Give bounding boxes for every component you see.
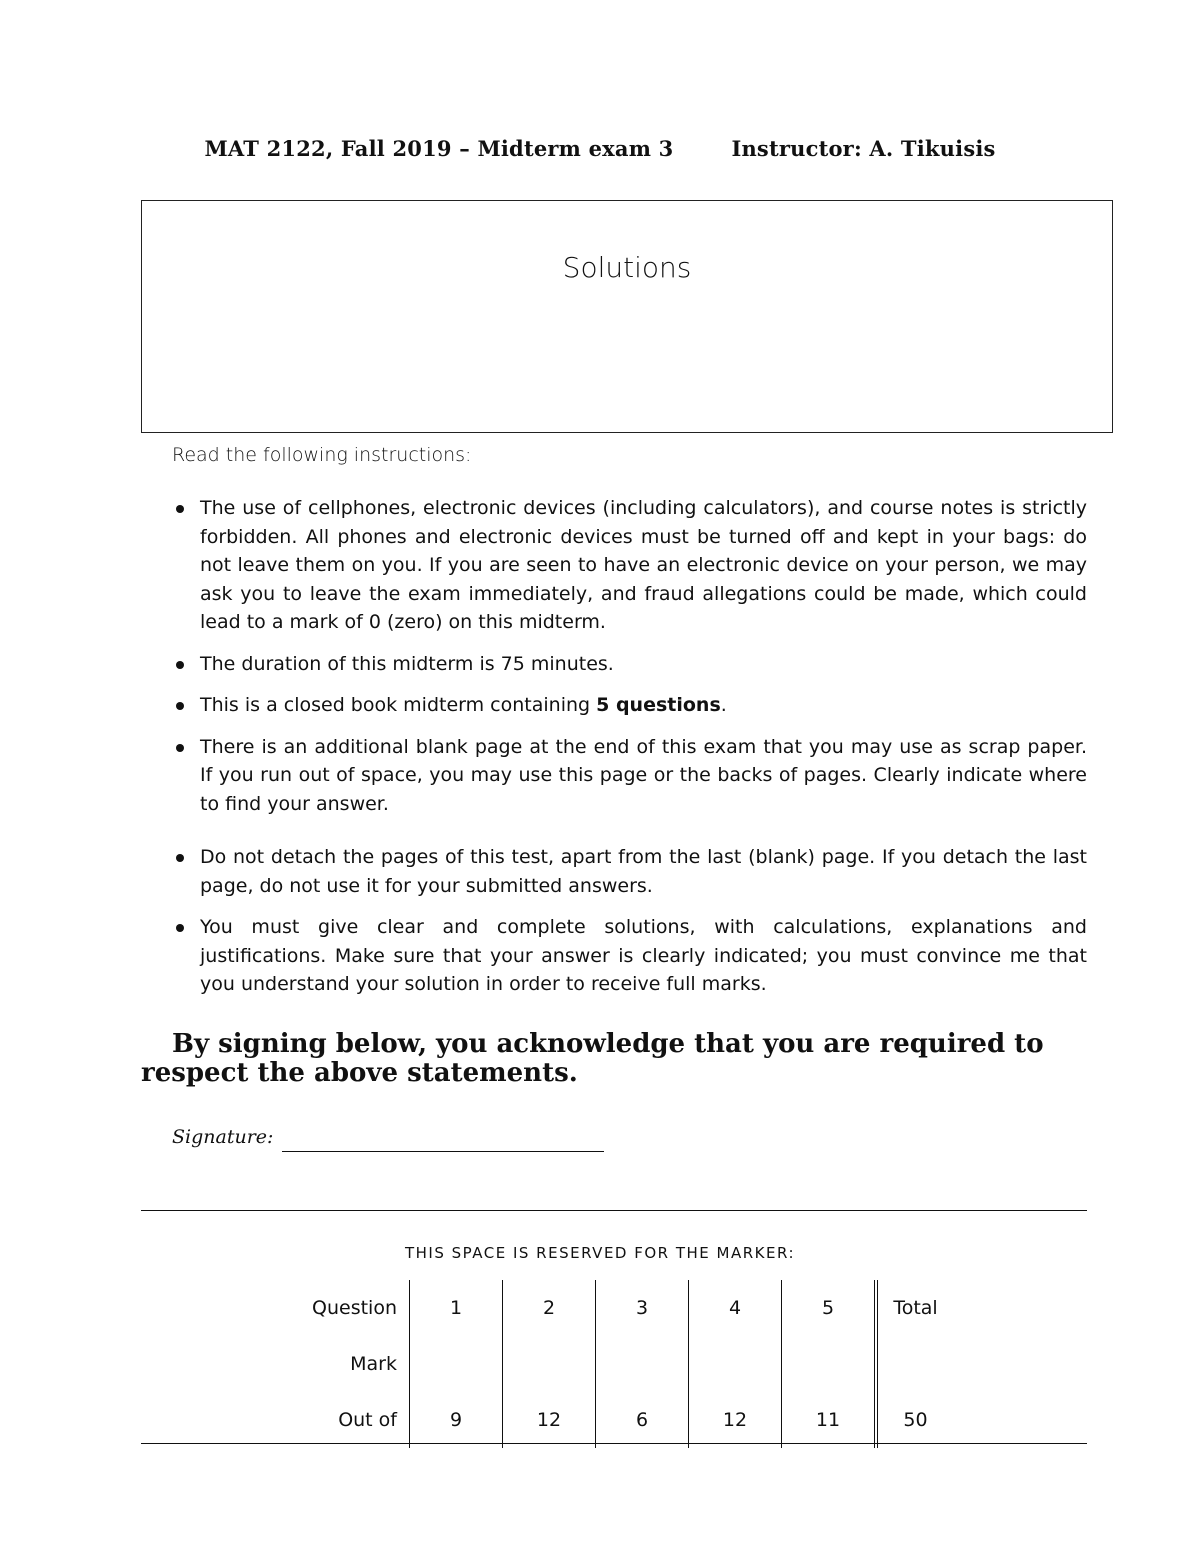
table-row (282, 1392, 953, 1448)
question-count: 5 questions (596, 694, 721, 716)
question-number: 2 (503, 1280, 596, 1336)
bullet-icon (176, 661, 184, 669)
mark-cell[interactable] (782, 1336, 877, 1392)
mark-cell[interactable] (503, 1336, 596, 1392)
instructions-list (172, 494, 1087, 1012)
bullet-icon (176, 924, 184, 932)
divider-bottom (141, 1443, 1087, 1444)
mark-cell[interactable] (596, 1336, 689, 1392)
bullet-icon (176, 854, 184, 862)
out-of-value: 9 (410, 1392, 503, 1448)
list-item (172, 913, 1087, 999)
table-row (282, 1336, 953, 1392)
instructor-name: Instructor: A. Tikuisis (731, 136, 996, 161)
question-number: 1 (410, 1280, 503, 1336)
signature-line[interactable] (282, 1151, 604, 1152)
marker-heading: THIS SPACE IS RESERVED FOR THE MARKER: (404, 1244, 796, 1262)
list-item (172, 733, 1087, 819)
question-number: 3 (596, 1280, 689, 1336)
table-row (282, 1280, 953, 1336)
page-title: Solutions (562, 251, 692, 284)
bullet-icon (176, 505, 184, 513)
total-out-of: 50 (876, 1392, 953, 1448)
marks-table (282, 1280, 953, 1448)
signature-label: Signature: (172, 1126, 274, 1148)
instruction-text: Do not detach the pages of this test, apart from the last (blank) page. If you detach the last page, do not use it for your submitted answers. (200, 846, 1087, 897)
out-of-value: 12 (503, 1392, 596, 1448)
row-label-question: Question (312, 1297, 397, 1319)
divider-top (141, 1210, 1087, 1211)
instruction-text: There is an additional blank page at the end of this exam that you may use as scrap paper. If you run out of space, you may use this page or the backs of pages. Clearly indicate where to find your answer. (200, 735, 1087, 815)
out-of-value: 6 (596, 1392, 689, 1448)
instruction-text: The duration of this midterm is 75 minutes. (200, 652, 614, 675)
instruction-text: You must give clear and complete solutions, with calculations, explanations and justifications. Make sure that your answer is clearly indicated; you must convince me that you understand your solution in order to receive full marks. (200, 916, 1087, 995)
instruction-text-end: . (720, 694, 727, 716)
total-mark-cell[interactable] (876, 1336, 953, 1392)
acknowledgement-statement: By signing below, you acknowledge that you are required to respect the above statements. (141, 1029, 1044, 1088)
title-box (141, 200, 1113, 433)
out-of-value: 11 (782, 1392, 877, 1448)
question-number: 5 (782, 1280, 877, 1336)
exam-header (0, 136, 1200, 161)
mark-cell[interactable] (410, 1336, 503, 1392)
out-of-value: 12 (689, 1392, 782, 1448)
bullet-icon (176, 744, 184, 752)
mark-cell[interactable] (689, 1336, 782, 1392)
bullet-icon (176, 702, 184, 710)
list-item (172, 650, 1087, 679)
instruction-text: This is a closed book midterm containing (200, 694, 597, 716)
instruction-text: The use of cellphones, electronic devices (including calculators), and course notes is strictly forbidden. All phones and electronic devices must be turned off and kept in your bags: do not leave them on you. If you are seen to have an electronic device on your person, we may ask you to leave the exam immediately, and fraud allegations could be made, which could lead to a mark of 0 (zero) on this midterm. (200, 497, 1087, 633)
list-item (172, 843, 1087, 900)
row-label-out-of: Out of (338, 1409, 397, 1431)
instructions-intro: Read the following instructions: (172, 444, 472, 466)
list-item (172, 691, 1087, 720)
total-header: Total (876, 1280, 953, 1336)
list-item (172, 494, 1087, 637)
question-number: 4 (689, 1280, 782, 1336)
course-title: MAT 2122, Fall 2019 – Midterm exam 3 (204, 136, 674, 161)
row-label-mark: Mark (350, 1353, 397, 1375)
